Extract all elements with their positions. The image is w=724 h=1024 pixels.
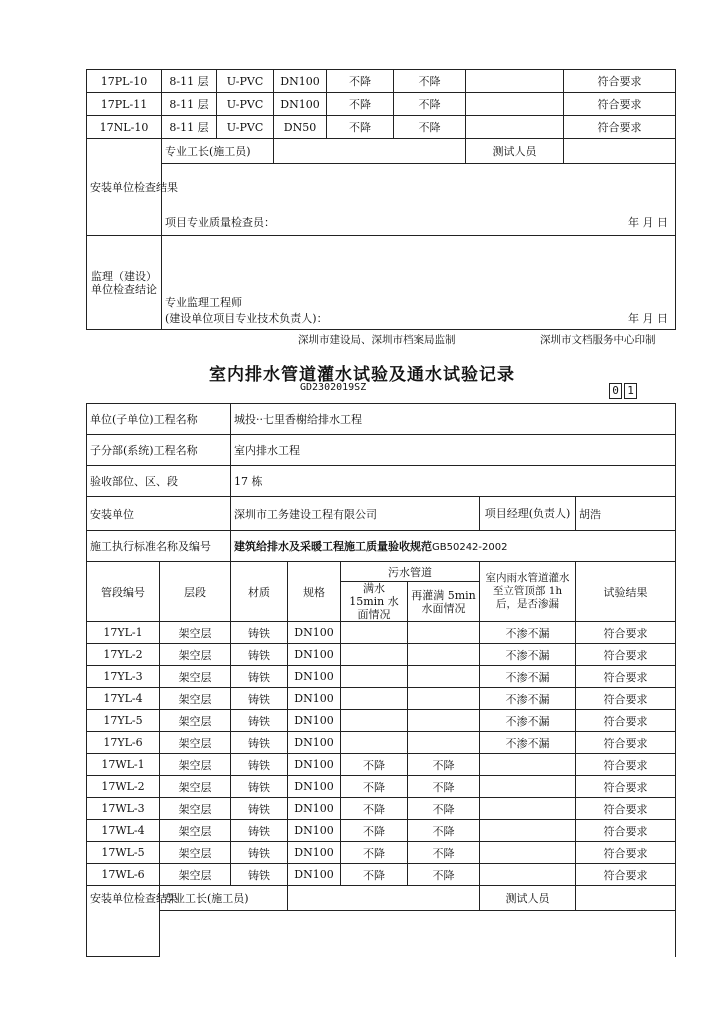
cell-result[interactable]: 符合要求	[576, 776, 676, 798]
header-result: 试验结果	[576, 562, 676, 622]
cell-result[interactable]: 符合要求	[576, 666, 676, 688]
header-material: 材质	[231, 562, 288, 622]
cell-result[interactable]: 符合要求	[576, 644, 676, 666]
inspector-date: 年 月 日	[628, 216, 668, 229]
cell-material[interactable]: 铸铁	[231, 798, 288, 820]
tester-label: 测试人员	[466, 139, 564, 164]
inspector-cell	[162, 164, 676, 236]
cell-full[interactable]: 不降	[341, 864, 408, 886]
cell-rain[interactable]: 不渗不漏	[480, 622, 576, 644]
cell-full[interactable]: 不降	[341, 798, 408, 820]
cell-result[interactable]: 符合要求	[576, 798, 676, 820]
footer-supervisor: 深圳市建设局、深圳市档案局监制	[298, 334, 456, 346]
engineer-label-2: (建设单位项目专业技术负责人)：	[165, 312, 328, 325]
standard-code: GB50242-2002	[432, 542, 508, 553]
bottom-tester-signature[interactable]	[576, 886, 676, 911]
cell-material[interactable]: 铸铁	[231, 644, 288, 666]
cell-result[interactable]: 符合要求	[576, 622, 676, 644]
cell-rain[interactable]: 不渗不漏	[480, 732, 576, 754]
install-check-label: 安装单位检查结果	[87, 139, 162, 236]
cell-result[interactable]: 符合要求	[576, 864, 676, 886]
cell-floor[interactable]: 架空层	[160, 644, 231, 666]
cell-material[interactable]: 铸铁	[231, 622, 288, 644]
cell-pipe[interactable]: 17PL-10	[87, 70, 162, 93]
cell-floor[interactable]: 架空层	[160, 842, 231, 864]
header-pipe: 管段编号	[87, 562, 160, 622]
cell-full[interactable]: 不降	[341, 842, 408, 864]
cell-refill[interactable]: 不降	[408, 776, 480, 798]
acceptance-part-value[interactable]: 17 栋	[231, 466, 676, 497]
record-title: 室内排水管道灌水试验及通水试验记录	[209, 365, 515, 385]
cell-result[interactable]: 符合要求	[564, 93, 676, 116]
cell-rain[interactable]: 不渗不漏	[480, 666, 576, 688]
project-manager-value[interactable]: 胡浩	[576, 497, 676, 531]
cell-floor[interactable]: 架空层	[160, 710, 231, 732]
cell-refill[interactable]: 不降	[408, 798, 480, 820]
cell-full[interactable]	[341, 644, 408, 666]
supervision-cell	[162, 236, 676, 330]
cell-spec[interactable]: DN100	[288, 732, 341, 754]
subsystem-label: 子分部(系统)工程名称	[87, 435, 231, 466]
cell-material[interactable]: 铸铁	[231, 754, 288, 776]
cell-material[interactable]: U-PVC	[217, 116, 274, 139]
cell-full[interactable]	[341, 622, 408, 644]
cell-spec[interactable]: DN100	[288, 710, 341, 732]
table-row	[87, 116, 676, 139]
cell-full[interactable]	[341, 666, 408, 688]
cell-pipe[interactable]: 17WL-1	[87, 754, 160, 776]
cell-result[interactable]: 符合要求	[564, 70, 676, 93]
table-row	[87, 666, 676, 688]
cell-rain[interactable]	[466, 116, 564, 139]
cell-rain[interactable]	[480, 798, 576, 820]
cell-floor[interactable]: 架空层	[160, 798, 231, 820]
table-row	[87, 93, 676, 116]
cell-spec[interactable]: DN100	[288, 754, 341, 776]
cell-spec[interactable]: DN100	[288, 644, 341, 666]
cell-refill[interactable]: 不降	[408, 864, 480, 886]
table-row	[87, 820, 676, 842]
cell-result[interactable]: 符合要求	[576, 732, 676, 754]
page-number-box-a: 0	[609, 383, 622, 399]
cell-result[interactable]: 符合要求	[576, 754, 676, 776]
cell-refill[interactable]: 不降	[394, 70, 466, 93]
cell-material[interactable]: 铸铁	[231, 864, 288, 886]
cell-floor[interactable]: 8-11 层	[162, 70, 217, 93]
cell-pipe[interactable]: 17WL-5	[87, 842, 160, 864]
cell-result[interactable]: 符合要求	[564, 116, 676, 139]
cell-rain[interactable]: 不渗不漏	[480, 688, 576, 710]
cell-result[interactable]: 符合要求	[576, 710, 676, 732]
cell-spec[interactable]: DN100	[288, 842, 341, 864]
header-refill: 再灌满 5min 水面情况	[408, 582, 480, 622]
cell-refill[interactable]: 不降	[408, 842, 480, 864]
cell-result[interactable]: 符合要求	[576, 820, 676, 842]
standard-label: 施工执行标准名称及编号	[87, 531, 231, 562]
cell-floor[interactable]: 架空层	[160, 688, 231, 710]
table-row	[87, 754, 676, 776]
cell-pipe[interactable]: 17WL-2	[87, 776, 160, 798]
cell-floor[interactable]: 架空层	[160, 754, 231, 776]
cell-spec[interactable]: DN100	[288, 864, 341, 886]
cell-full[interactable]: 不降	[327, 93, 394, 116]
cell-floor[interactable]: 架空层	[160, 864, 231, 886]
footer-printer: 深圳市文档服务中心印制	[540, 334, 656, 346]
cell-floor[interactable]: 架空层	[160, 622, 231, 644]
standard-name: 建筑给排水及采暖工程施工质量验收规范	[234, 540, 432, 553]
cell-material[interactable]: 铸铁	[231, 666, 288, 688]
cell-material[interactable]: 铸铁	[231, 776, 288, 798]
cell-refill[interactable]	[408, 622, 480, 644]
table-row	[87, 864, 676, 886]
previous-record-rows	[87, 70, 676, 139]
header-spec: 规格	[288, 562, 341, 622]
cell-full[interactable]: 不降	[327, 70, 394, 93]
cell-floor[interactable]: 架空层	[160, 666, 231, 688]
cell-spec[interactable]: DN100	[274, 70, 327, 93]
cell-result[interactable]: 符合要求	[576, 842, 676, 864]
cell-material[interactable]: 铸铁	[231, 710, 288, 732]
cell-refill[interactable]: 不降	[394, 116, 466, 139]
supervision-label: 监理（建设）单位检查结论	[87, 236, 162, 330]
header-rain: 室内雨水管道灌水至立管顶部 1h 后，是否渗漏	[480, 562, 576, 622]
cell-spec[interactable]: DN100	[288, 688, 341, 710]
cell-pipe[interactable]: 17YL-4	[87, 688, 160, 710]
cell-pipe[interactable]: 17NL-10	[87, 116, 162, 139]
cell-spec[interactable]: DN100	[288, 820, 341, 842]
cell-full[interactable]: 不降	[327, 116, 394, 139]
cell-spec[interactable]: DN100	[274, 93, 327, 116]
cell-refill[interactable]	[408, 644, 480, 666]
cell-full[interactable]: 不降	[341, 754, 408, 776]
bottom-check-body[interactable]	[160, 911, 676, 957]
unit-name-value[interactable]: 城投··七里香榭给排水工程	[231, 404, 676, 435]
cell-pipe[interactable]: 17YL-3	[87, 666, 160, 688]
cell-pipe[interactable]: 17YL-5	[87, 710, 160, 732]
cell-floor[interactable]: 架空层	[160, 732, 231, 754]
cell-refill[interactable]	[408, 666, 480, 688]
bottom-foreman-label: 专业工长(施工员)	[160, 886, 288, 911]
cell-refill[interactable]	[408, 732, 480, 754]
cell-material[interactable]: 铸铁	[231, 688, 288, 710]
cell-spec[interactable]: DN50	[274, 116, 327, 139]
standard-cell[interactable]	[231, 531, 676, 562]
cell-rain[interactable]	[480, 820, 576, 842]
cell-pipe[interactable]: 17PL-11	[87, 93, 162, 116]
table-row	[87, 732, 676, 754]
cell-full[interactable]	[341, 688, 408, 710]
table-row	[87, 710, 676, 732]
bottom-install-check-label: 安装单位检查结果	[87, 886, 160, 957]
bottom-tester-label: 测试人员	[480, 886, 576, 911]
cell-result[interactable]: 符合要求	[576, 688, 676, 710]
cell-refill[interactable]: 不降	[408, 820, 480, 842]
unit-name-label: 单位(子单位)工程名称	[87, 404, 231, 435]
engineer-label: 专业监理工程师	[165, 296, 242, 309]
cell-full[interactable]: 不降	[341, 820, 408, 842]
cell-pipe[interactable]: 17YL-6	[87, 732, 160, 754]
cell-spec[interactable]: DN100	[288, 776, 341, 798]
engineer-date: 年 月 日	[628, 312, 668, 325]
table-row	[87, 798, 676, 820]
project-manager-label: 项目经理(负责人)	[480, 497, 576, 531]
cell-pipe[interactable]: 17WL-4	[87, 820, 160, 842]
cell-spec[interactable]: DN100	[288, 798, 341, 820]
cell-spec[interactable]: DN100	[288, 622, 341, 644]
cell-rain[interactable]	[466, 93, 564, 116]
table-row	[87, 644, 676, 666]
record-rows	[87, 622, 676, 886]
cell-rain[interactable]	[466, 70, 564, 93]
header-full: 满水 15min 水面情况	[341, 582, 408, 622]
record-table	[86, 403, 676, 957]
table-row	[87, 622, 676, 644]
acceptance-part-label: 验收部位、区、段	[87, 466, 231, 497]
cell-pipe[interactable]: 17WL-6	[87, 864, 160, 886]
installer-label: 安装单位	[87, 497, 231, 531]
cell-rain[interactable]: 不渗不漏	[480, 710, 576, 732]
foreman-signature[interactable]	[274, 139, 466, 164]
tester-signature[interactable]	[564, 139, 676, 164]
cell-material[interactable]: 铸铁	[231, 842, 288, 864]
cell-full[interactable]: 不降	[341, 776, 408, 798]
record-code: GD2302019SZ	[300, 382, 367, 393]
cell-pipe[interactable]: 17WL-3	[87, 798, 160, 820]
cell-material[interactable]: U-PVC	[217, 93, 274, 116]
cell-refill[interactable]	[408, 688, 480, 710]
header-sewage: 污水管道	[341, 562, 480, 582]
subsystem-value[interactable]: 室内排水工程	[231, 435, 676, 466]
table-row	[87, 776, 676, 798]
table-row	[87, 842, 676, 864]
cell-refill[interactable]: 不降	[408, 754, 480, 776]
cell-refill[interactable]	[408, 710, 480, 732]
cell-rain[interactable]	[480, 754, 576, 776]
cell-material[interactable]: 铸铁	[231, 732, 288, 754]
installer-value[interactable]: 深圳市工务建设工程有限公司	[231, 497, 480, 531]
foreman-label: 专业工长(施工员)	[162, 139, 274, 164]
cell-rain[interactable]	[480, 776, 576, 798]
cell-floor[interactable]: 8-11 层	[162, 116, 217, 139]
header-floor: 层段	[160, 562, 231, 622]
cell-floor[interactable]: 8-11 层	[162, 93, 217, 116]
cell-material[interactable]: 铸铁	[231, 820, 288, 842]
cell-full[interactable]	[341, 732, 408, 754]
cell-material[interactable]: U-PVC	[217, 70, 274, 93]
bottom-foreman-signature[interactable]	[288, 886, 480, 911]
cell-full[interactable]	[341, 710, 408, 732]
cell-spec[interactable]: DN100	[288, 666, 341, 688]
table-row	[87, 70, 676, 93]
cell-refill[interactable]: 不降	[394, 93, 466, 116]
cell-pipe[interactable]: 17YL-1	[87, 622, 160, 644]
table-row	[87, 688, 676, 710]
cell-rain[interactable]: 不渗不漏	[480, 644, 576, 666]
cell-rain[interactable]	[480, 842, 576, 864]
cell-floor[interactable]: 架空层	[160, 820, 231, 842]
cell-rain[interactable]	[480, 864, 576, 886]
previous-record-table	[86, 69, 676, 330]
page-number-box-b: 1	[624, 383, 637, 399]
inspector-label: 项目专业质量检查员：	[165, 216, 275, 229]
cell-pipe[interactable]: 17YL-2	[87, 644, 160, 666]
cell-floor[interactable]: 架空层	[160, 776, 231, 798]
